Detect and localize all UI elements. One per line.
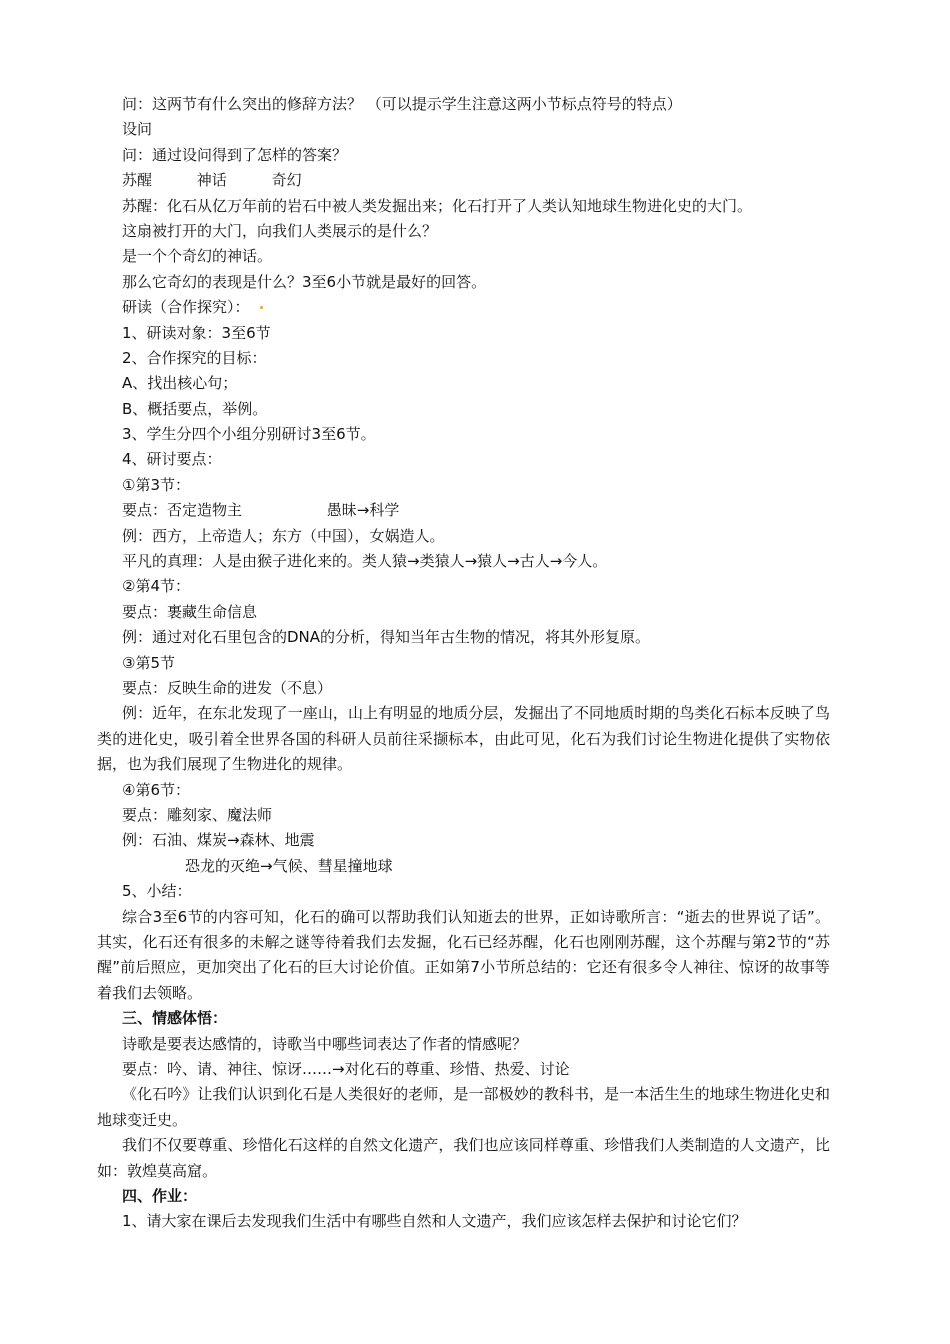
- text-line: 例：石油、煤炭→森林、地震: [122, 831, 315, 850]
- keyword: 苏醒: [122, 171, 153, 190]
- text-line: 恐龙的灭绝→气候、彗星撞地球: [185, 856, 393, 875]
- section-heading: 三、情感体悟：: [122, 1009, 228, 1028]
- text-line: 要点：雕刻家、魔法师: [122, 805, 273, 824]
- text-line: 要点：反映生命的进发（不息）: [122, 678, 333, 697]
- text-line: 4、研讨要点：: [122, 450, 222, 469]
- text-line: 平凡的真理：人是由猴子进化来的。类人猿→类猿人→猿人→古人→今人。: [122, 552, 608, 571]
- text-line: ④第6节：: [122, 780, 190, 799]
- section-heading: 四、作业：: [122, 1186, 198, 1205]
- paragraph: 《化石吟》让我们认识到化石是人类很好的老师，是一部极妙的教科书，是一本活生生的地球生物进化史和地球变迁史。: [97, 1085, 830, 1129]
- text-line: ①第3节：: [122, 475, 190, 494]
- text-span: 研读（合作探究）：: [122, 298, 250, 317]
- section-line: [0, 295, 950, 320]
- keyword: 神话: [196, 171, 227, 190]
- keyword-line: [0, 168, 950, 193]
- text-line: 例：西方，上帝造人；东方（中国），女娲造人。: [122, 526, 445, 545]
- key-point-line: [0, 498, 950, 523]
- text-line: 要点：吟、请、神往、惊讶……→对化石的尊重、珍惜、热爱、讨论: [122, 1059, 570, 1078]
- text-line: 例：通过对化石里包含的DNA的分析，得知当年古生物的情况，将其外形复原。: [122, 628, 651, 647]
- text-line: 是一个个奇幻的神话。: [122, 247, 273, 266]
- text-line: 1、请大家在课后去发现我们生活中有哪些自然和人文遗产，我们应该怎样去保护和讨论它们？: [122, 1212, 747, 1231]
- paragraph: 综合3至6节的内容可知，化石的确可以帮助我们认知逝去的世界，正如诗歌所言：“逝去的世界说了话”。其实，化石还有很多的未解之谜等待着我们去发掘，化石已经苏醒，化石也刚刚苏醒，这个苏醒与第2节的“苏醒”前后照应，更加突出了化石的巨大讨论价值。正如第7小节所总结的：它还有很多令人神往、惊讶的故事等着我们去领略。: [97, 907, 830, 1002]
- text-line: 问：通过设问得到了怎样的答案？: [122, 145, 348, 164]
- text-line: 诗歌是要表达感情的，诗歌当中哪些词表达了作者的情感呢？: [122, 1034, 528, 1053]
- text-line: 问：这两节有什么突出的修辞方法？ （可以提示学生注意这两小节标点符号的特点）: [122, 95, 682, 113]
- text-line: 这扇被打开的大门，向我们人类展示的是什么？: [122, 221, 438, 240]
- text-span: 愚昧→科学: [326, 501, 400, 520]
- text-line: 1、研读对象：3至6节: [122, 323, 271, 342]
- dot-mark: [260, 306, 263, 309]
- paragraph: 我们不仅要尊重、珍惜化石这样的自然文化遗产，我们也应该同样尊重、珍惜我们人类制造的人文遗产，比如：敦煌莫高窟。: [97, 1136, 830, 1180]
- text-line: 要点：裹藏生命信息: [122, 602, 258, 621]
- text-line: 那么它奇幻的表现是什么？3至6小节就是最好的回答。: [122, 272, 487, 291]
- text-line: B、概括要点，举例。: [122, 399, 268, 418]
- text-line: 设问: [122, 120, 153, 139]
- text-line: 5、小结：: [122, 882, 192, 901]
- text-line: A、找出核心句；: [122, 374, 238, 393]
- paragraph: 例：近年，在东北发现了一座山，山上有明显的地质分层，发掘出了不同地质时期的鸟类化石标本反映了鸟类的进化史，吸引着全世界各国的科研人员前往采撷标本，由此可见，化石为我们讨论生物进化提供了实物依据，也为我们展现了生物进化的规律。: [97, 704, 830, 774]
- text-line: ②第4节：: [122, 577, 190, 596]
- text-line: 苏醒：化石从亿万年前的岩石中被人类发掘出来；化石打开了人类认知地球生物进化史的大门。: [122, 196, 753, 215]
- keyword: 奇幻: [271, 171, 302, 190]
- text-line: 3、学生分四个小组分别研讨3至6节。: [122, 425, 376, 444]
- document-body: [0, 92, 950, 1235]
- text-line: ③第5节: [122, 653, 175, 672]
- text-span: 要点：否定造物主: [122, 501, 243, 520]
- text-line: 2、合作探究的目标：: [122, 348, 267, 367]
